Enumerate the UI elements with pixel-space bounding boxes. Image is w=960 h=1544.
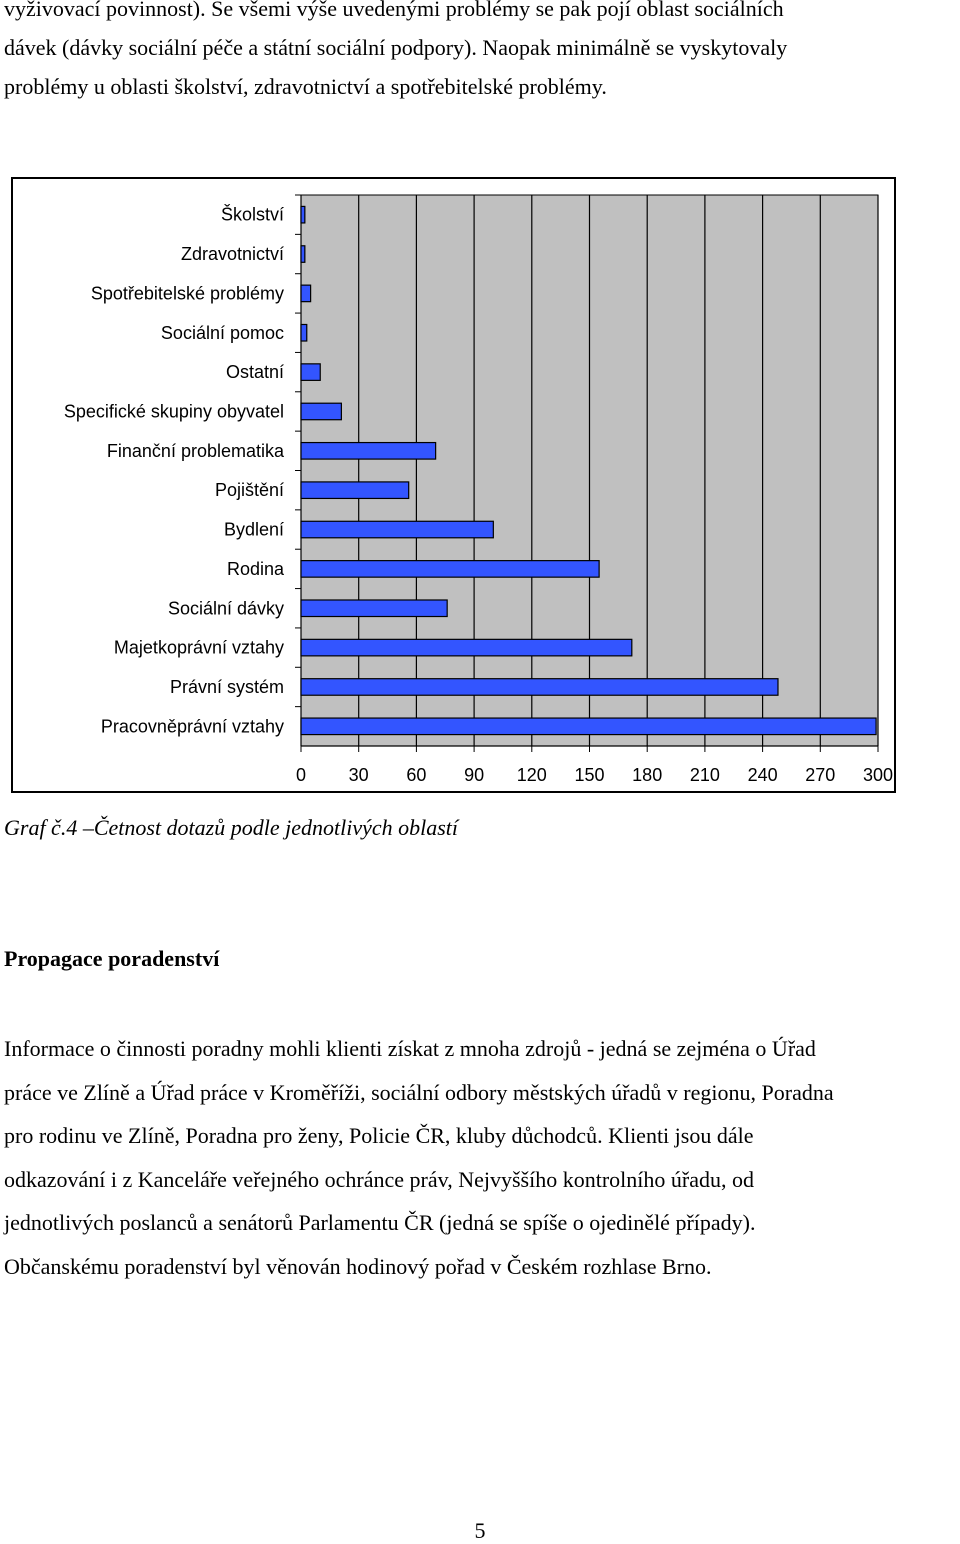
x-tick-label: 0	[295, 765, 307, 785]
bar	[301, 364, 320, 381]
section-heading: Propagace poradenství	[4, 946, 220, 971]
category-label: Pracovněprávní vztahy	[100, 716, 284, 737]
page-number: 5	[474, 1518, 486, 1543]
x-tick-label: 90	[464, 765, 485, 785]
bar	[301, 285, 311, 302]
category-label: Školství	[220, 204, 284, 225]
category-label: Spotřebitelské problémy	[90, 283, 284, 304]
bar	[301, 521, 493, 538]
body-line: Občanskému poradenství byl věnován hodinový pořad v Českém rozhlase Brno.	[4, 1253, 712, 1279]
category-label: Rodina	[226, 558, 284, 579]
x-tick-label: 300	[862, 765, 894, 785]
body-line: Informace o činnosti poradny mohli klienti získat z mnoha zdrojů - jedná se zejména o Úřad	[4, 1036, 816, 1061]
x-tick-label: 30	[348, 765, 369, 785]
body-line: pro rodinu ve Zlíně, Poradna pro ženy, Policie ČR, kluby důchodců. Klienti jsou dále	[4, 1123, 754, 1148]
x-tick-label: 150	[574, 765, 605, 785]
category-label: Specifické skupiny obyvatel	[63, 401, 284, 422]
x-tick-label: 240	[747, 765, 778, 785]
body-line: práce ve Zlíně a Úřad práce v Kroměříži, sociální odbory městských úřadů v regionu, Poradna	[4, 1079, 834, 1105]
category-label: Zdravotnictví	[180, 244, 284, 265]
intro-line: dávek (dávky sociální péče a státní sociální podpory). Naopak minimálně se vyskytovaly	[4, 35, 788, 60]
category-label: Majetkoprávní vztahy	[113, 637, 284, 658]
body-line: jednotlivých poslanců a senátorů Parlamentu ČR (jedná se spíše o ojedinělé případy).	[4, 1210, 756, 1235]
bar	[301, 403, 341, 420]
bar	[301, 206, 305, 223]
x-tick-label: 180	[632, 765, 663, 785]
bar	[301, 679, 778, 696]
body-paragraph	[4, 1027, 956, 1288]
category-label: Bydlení	[223, 519, 284, 540]
category-label: Právní systém	[169, 676, 284, 697]
intro-line: problémy u oblasti školství, zdravotnictví a spotřebitelské problémy.	[4, 74, 607, 99]
bar	[301, 718, 876, 735]
bar	[301, 482, 409, 499]
bar	[301, 561, 599, 578]
bar	[301, 324, 307, 341]
x-tick-label: 270	[805, 765, 836, 785]
x-tick-label: 120	[516, 765, 547, 785]
bar	[301, 600, 447, 617]
category-label: Sociální pomoc	[160, 322, 284, 343]
x-tick-label: 210	[689, 765, 720, 785]
category-label: Sociální dávky	[167, 598, 284, 619]
bar	[301, 639, 632, 656]
x-tick-label: 60	[406, 765, 427, 785]
category-label: Pojištění	[214, 480, 284, 501]
bar	[301, 443, 436, 460]
category-label: Finanční problematika	[106, 440, 284, 461]
bar	[301, 246, 305, 263]
category-label: Ostatní	[225, 362, 284, 383]
intro-line: vyživovací povinnost). Se všemi výše uvedenými problémy se pak pojí oblast sociálních	[4, 0, 784, 21]
chart-caption: Graf č.4 –Četnost dotazů podle jednotlivých oblastí	[4, 815, 459, 840]
body-line: odkazování i z Kanceláře veřejného ochránce práv, Nejvyššího kontrolního úřadu, od	[4, 1166, 754, 1192]
